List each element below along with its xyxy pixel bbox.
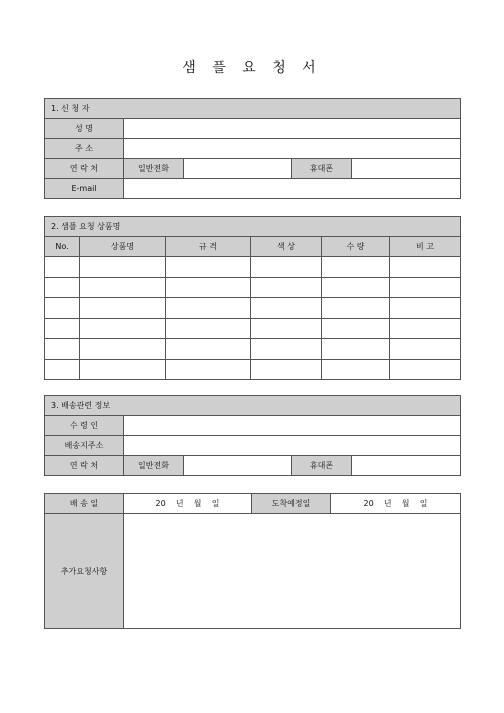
delivery-contact-label: 연 락 처 <box>45 456 124 476</box>
cell[interactable] <box>166 298 251 319</box>
arrival-date-field[interactable]: 20 년 월 일 <box>331 494 461 514</box>
cell[interactable] <box>390 318 461 339</box>
cell[interactable] <box>45 298 80 319</box>
cell[interactable] <box>390 298 461 319</box>
col-header-product: 상품명 <box>80 237 166 257</box>
delivery-mobile-field[interactable] <box>352 456 461 476</box>
cell[interactable] <box>80 298 166 319</box>
mobile-field[interactable] <box>352 159 461 179</box>
product-table <box>44 216 461 380</box>
table-row <box>45 339 461 360</box>
delivery-table <box>44 395 461 476</box>
extra-request-field[interactable] <box>124 514 461 629</box>
cell[interactable] <box>45 277 80 298</box>
contact-label: 연 락 처 <box>45 159 124 179</box>
cell[interactable] <box>45 318 80 339</box>
address-label: 주 소 <box>45 139 124 159</box>
receiver-field[interactable] <box>124 416 461 436</box>
table-row <box>45 257 461 278</box>
cell[interactable] <box>322 318 390 339</box>
cell[interactable] <box>45 339 80 360</box>
cell[interactable] <box>251 277 322 298</box>
receiver-label: 수 령 인 <box>45 416 124 436</box>
table-row <box>45 277 461 298</box>
mobile-label: 휴대폰 <box>292 159 352 179</box>
section-header-applicant: 1. 신 청 자 <box>45 99 461 119</box>
col-header-spec: 규 격 <box>166 237 251 257</box>
cell[interactable] <box>45 359 80 380</box>
email-label: E-mail <box>45 179 124 199</box>
cell[interactable] <box>322 298 390 319</box>
ship-date-field[interactable]: 20 년 월 일 <box>124 494 252 514</box>
name-label: 성 명 <box>45 119 124 139</box>
cell[interactable] <box>80 257 166 278</box>
cell[interactable] <box>322 257 390 278</box>
cell[interactable] <box>45 257 80 278</box>
cell[interactable] <box>80 359 166 380</box>
cell[interactable] <box>390 359 461 380</box>
table-row <box>45 318 461 339</box>
table-row <box>45 298 461 319</box>
delivery-address-field[interactable] <box>124 436 461 456</box>
table-row <box>45 359 461 380</box>
cell[interactable] <box>166 277 251 298</box>
col-header-quantity: 수 량 <box>322 237 390 257</box>
section-header-products: 2. 샘플 요청 상품명 <box>45 217 461 237</box>
cell[interactable] <box>80 277 166 298</box>
schedule-table <box>44 493 461 629</box>
col-header-note: 비 고 <box>390 237 461 257</box>
cell[interactable] <box>166 339 251 360</box>
ship-date-label: 배 송 일 <box>45 494 124 514</box>
cell[interactable] <box>322 359 390 380</box>
address-field[interactable] <box>124 139 461 159</box>
phone-label: 일반전화 <box>124 159 184 179</box>
cell[interactable] <box>390 257 461 278</box>
page-title: 샘 플 요 청 서 <box>182 60 322 76</box>
col-header-color: 색 상 <box>251 237 322 257</box>
cell[interactable] <box>251 339 322 360</box>
cell[interactable] <box>251 257 322 278</box>
extra-request-label: 추가요청사항 <box>45 514 124 629</box>
email-field[interactable] <box>124 179 461 199</box>
cell[interactable] <box>251 318 322 339</box>
applicant-table <box>44 98 461 199</box>
cell[interactable] <box>322 277 390 298</box>
cell[interactable] <box>166 257 251 278</box>
cell[interactable] <box>322 339 390 360</box>
col-header-no: No. <box>45 237 80 257</box>
cell[interactable] <box>166 359 251 380</box>
arrival-date-label: 도착예정일 <box>252 494 331 514</box>
section-header-delivery: 3. 배송관련 정보 <box>45 396 461 416</box>
cell[interactable] <box>251 359 322 380</box>
delivery-phone-label: 일반전화 <box>124 456 184 476</box>
cell[interactable] <box>390 277 461 298</box>
name-field[interactable] <box>124 119 461 139</box>
delivery-address-label: 배송지주소 <box>45 436 124 456</box>
phone-field[interactable] <box>184 159 292 179</box>
cell[interactable] <box>80 339 166 360</box>
delivery-mobile-label: 휴대폰 <box>292 456 352 476</box>
cell[interactable] <box>166 318 251 339</box>
delivery-phone-field[interactable] <box>184 456 292 476</box>
cell[interactable] <box>80 318 166 339</box>
cell[interactable] <box>390 339 461 360</box>
cell[interactable] <box>251 298 322 319</box>
